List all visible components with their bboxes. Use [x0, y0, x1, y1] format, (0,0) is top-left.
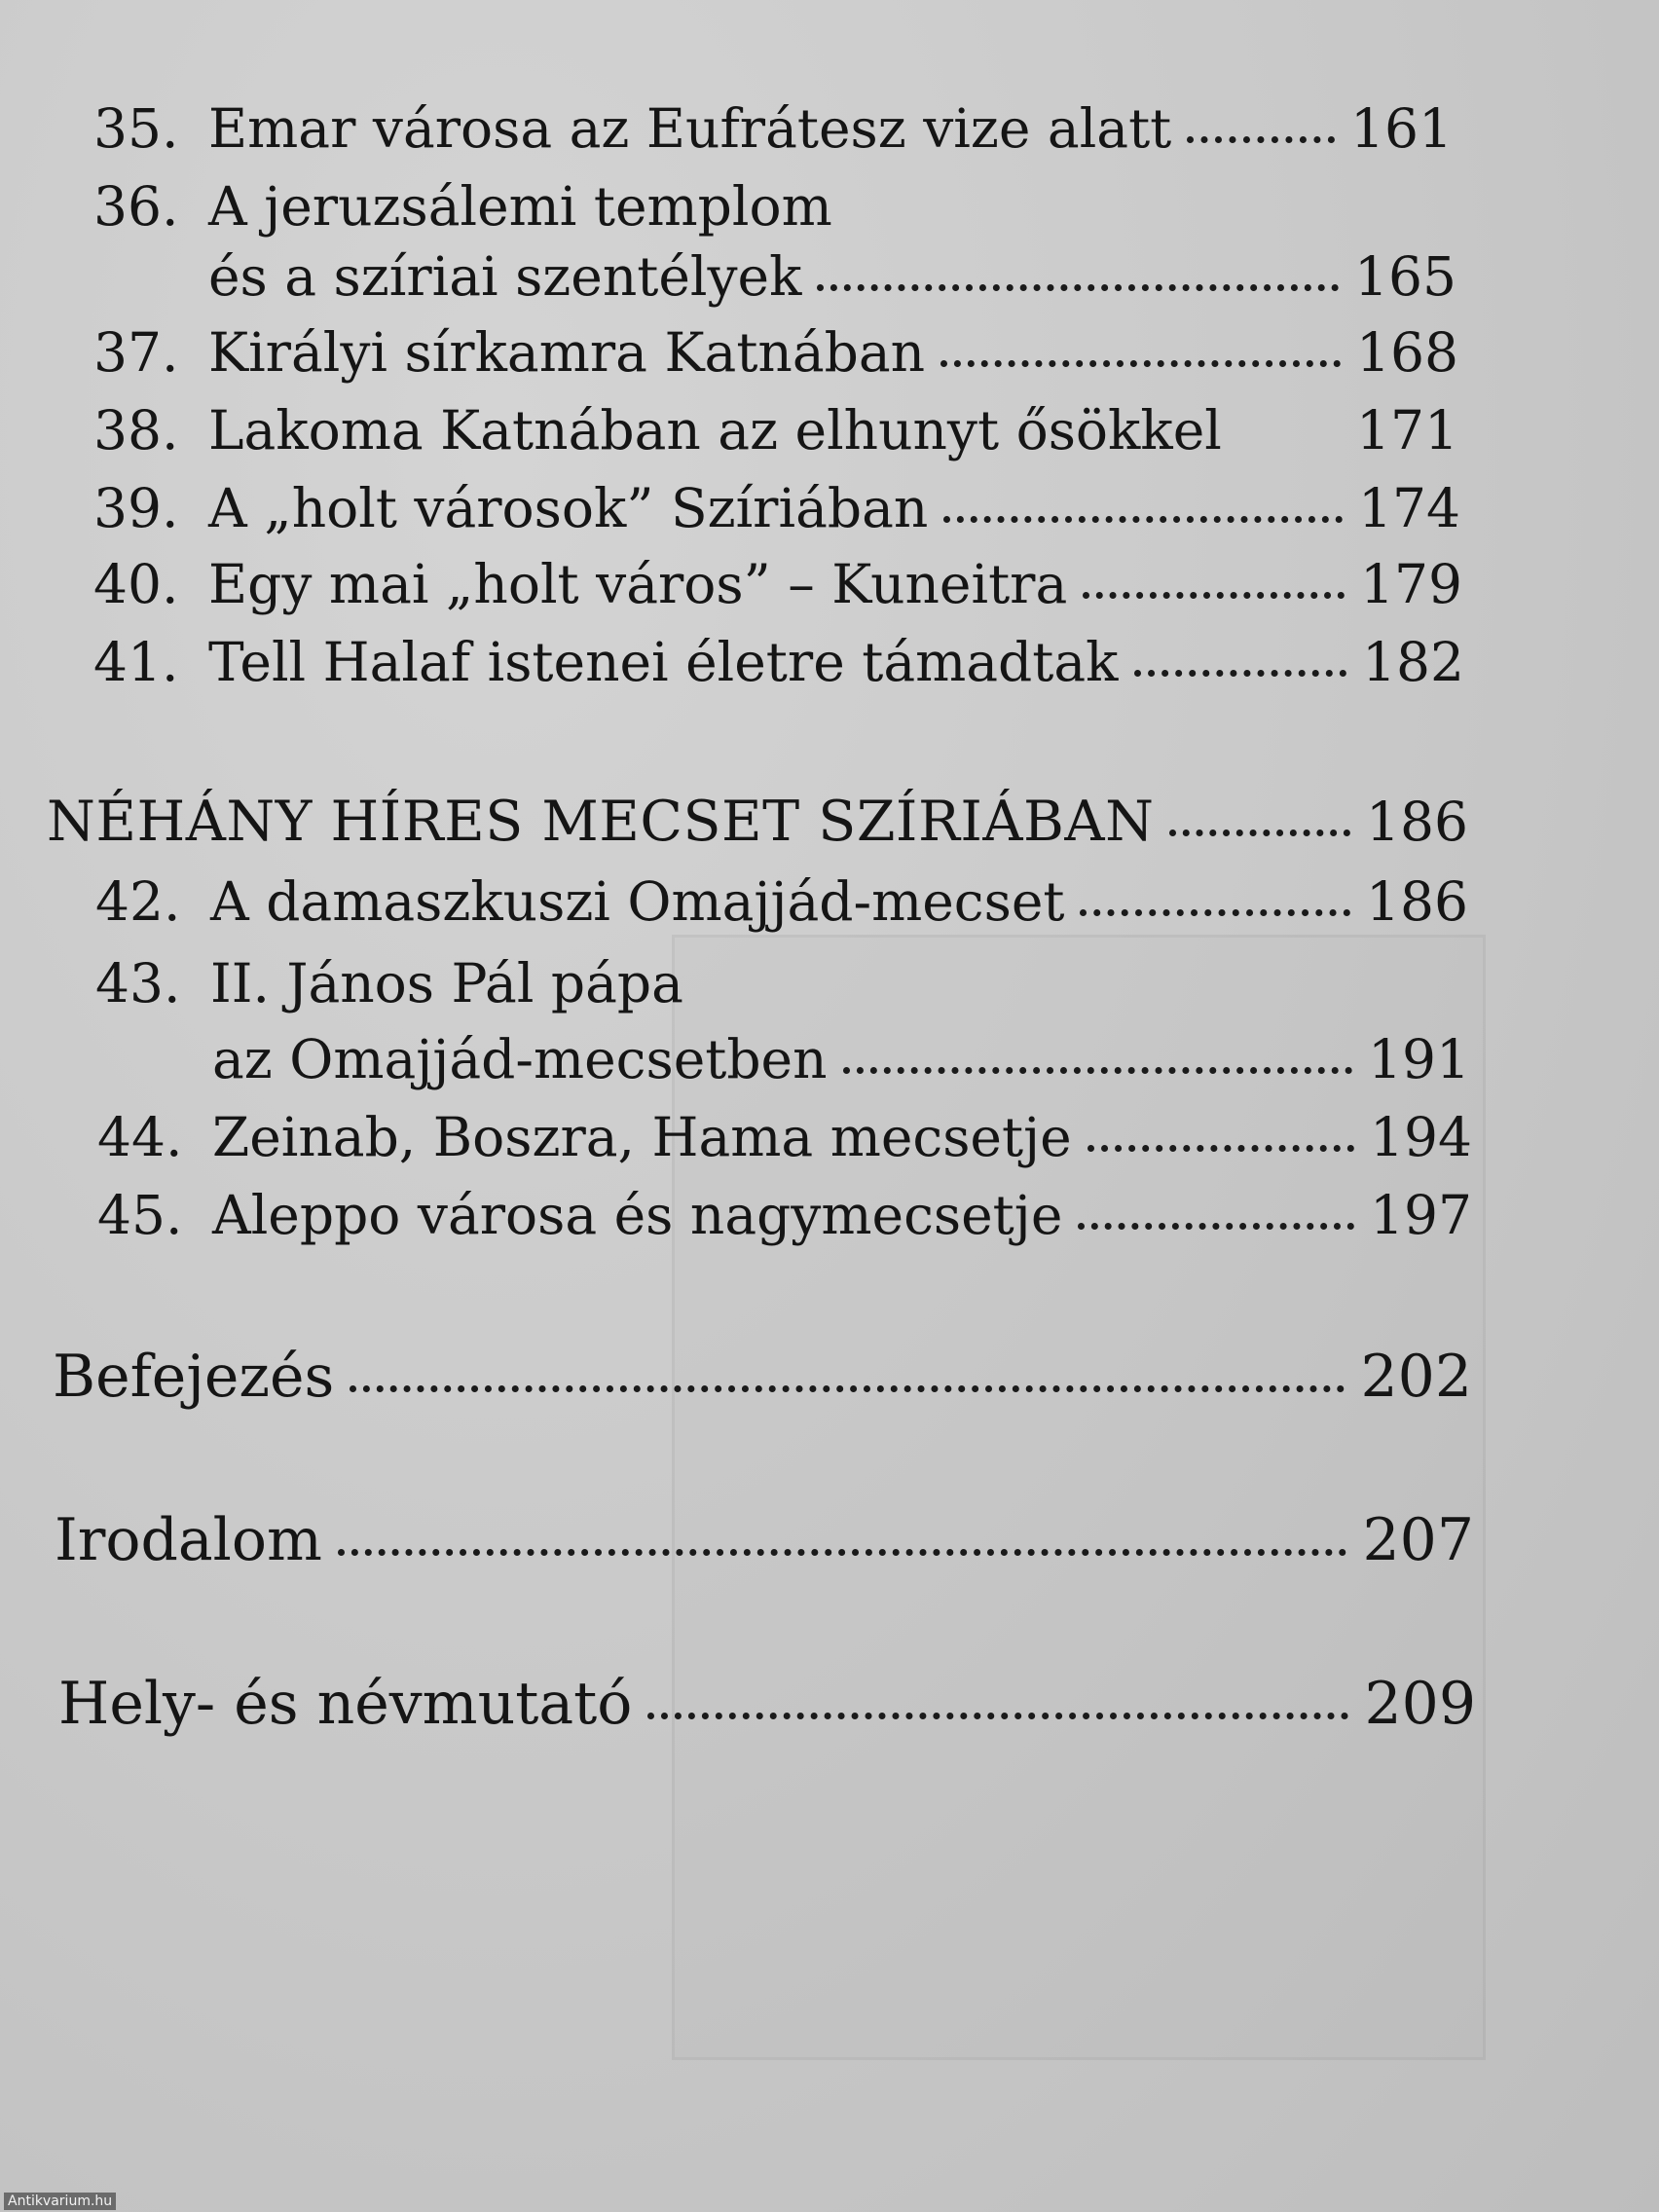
entry-number: 40. — [93, 553, 179, 615]
entry-page: 191 — [1368, 1028, 1470, 1090]
entry-page: 179 — [1360, 553, 1462, 615]
toc-section-irodalom — [55, 1506, 1474, 1574]
dot-leader — [350, 1385, 1345, 1392]
entry-title: Zeinab, Boszra, Hama mecsetje — [212, 1106, 1072, 1168]
entry-page: 202 — [1360, 1343, 1472, 1411]
entry-number: 35. — [93, 97, 179, 160]
section-title: Befejezés — [53, 1343, 335, 1411]
entry-title: és a szíriai szentélyek — [208, 245, 802, 308]
entry-page: 168 — [1356, 321, 1458, 384]
section-title: Irodalom — [55, 1506, 322, 1574]
toc-entry-38 — [93, 399, 1458, 461]
entry-page: 207 — [1362, 1506, 1474, 1574]
toc-entry-45 — [97, 1184, 1472, 1246]
entry-number: 44. — [97, 1106, 183, 1168]
entry-title: Emar városa az Eufrátesz vize alatt — [208, 97, 1172, 160]
entry-title: Királyi sírkamra Katnában — [208, 321, 926, 384]
section-title: NÉHÁNY HÍRES MECSET SZÍRIÁBAN — [47, 790, 1155, 854]
toc-section-heading — [47, 791, 1468, 853]
entry-page: 174 — [1358, 477, 1460, 539]
dot-leader — [1187, 136, 1335, 143]
toc-entry-36 — [93, 175, 1453, 238]
entry-title: Tell Halaf istenei életre támadtak — [208, 631, 1119, 693]
dot-leader — [1080, 909, 1350, 916]
entry-page: 186 — [1366, 870, 1468, 933]
entry-title: az Omajjád-mecsetben — [212, 1028, 828, 1090]
entry-number: 38. — [93, 399, 179, 461]
toc-entry-43 — [95, 952, 1468, 1014]
entry-page: 197 — [1370, 1184, 1472, 1246]
entry-title: Aleppo városa és nagymecsetje — [212, 1184, 1063, 1246]
toc-section-befejezes — [53, 1343, 1472, 1411]
toc-entry-39 — [93, 477, 1460, 539]
entry-page: 182 — [1362, 631, 1464, 693]
toc-entry-37 — [93, 321, 1458, 384]
toc-entry-42 — [95, 870, 1468, 933]
toc-entry-44 — [97, 1106, 1472, 1168]
entry-number: 37. — [93, 321, 179, 384]
entry-page: 209 — [1364, 1670, 1476, 1738]
entry-number: 39. — [93, 477, 179, 539]
entry-number: 36. — [93, 175, 179, 238]
dot-leader — [647, 1713, 1348, 1719]
entry-number: 42. — [95, 870, 181, 933]
toc-entry-43-continued — [212, 1028, 1470, 1090]
entry-title: II. János Pál pápa — [210, 952, 683, 1014]
watermark: Antikvarium.hu — [4, 2193, 116, 2210]
dot-leader — [1134, 670, 1347, 677]
dot-leader — [843, 1067, 1352, 1074]
entry-page: 194 — [1370, 1106, 1472, 1168]
entry-title: A „holt városok” Szíriában — [208, 477, 929, 539]
entry-page: 186 — [1366, 791, 1468, 853]
entry-title: A damaszkuszi Omajjád-mecset — [210, 870, 1065, 933]
dot-leader — [338, 1549, 1347, 1556]
entry-title: Lakoma Katnában az elhunyt ősökkel — [208, 399, 1222, 461]
entry-page: 171 — [1356, 399, 1458, 461]
dot-leader — [1083, 592, 1345, 599]
section-title: Hely- és névmutató — [58, 1670, 633, 1738]
entry-title: A jeruzsálemi templom — [208, 175, 832, 238]
dot-leader — [943, 516, 1343, 523]
toc-entry-36-continued — [208, 245, 1456, 308]
toc-entry-41 — [93, 631, 1464, 693]
entry-page: 165 — [1354, 245, 1456, 308]
entry-page: 161 — [1350, 97, 1453, 160]
toc-section-mutato — [58, 1670, 1476, 1738]
dot-leader — [1078, 1223, 1354, 1230]
entry-number: 45. — [97, 1184, 183, 1246]
dot-leader — [1088, 1145, 1354, 1152]
dot-leader — [1169, 830, 1350, 836]
entry-number: 43. — [95, 952, 181, 1014]
dot-leader — [817, 284, 1339, 291]
toc-entry-35 — [93, 97, 1453, 160]
toc-entry-40 — [93, 553, 1462, 615]
dot-leader — [940, 360, 1341, 367]
entry-number: 41. — [93, 631, 179, 693]
bleed-through-shadow — [672, 935, 1486, 2060]
entry-title: Egy mai „holt város” – Kuneitra — [208, 553, 1068, 615]
